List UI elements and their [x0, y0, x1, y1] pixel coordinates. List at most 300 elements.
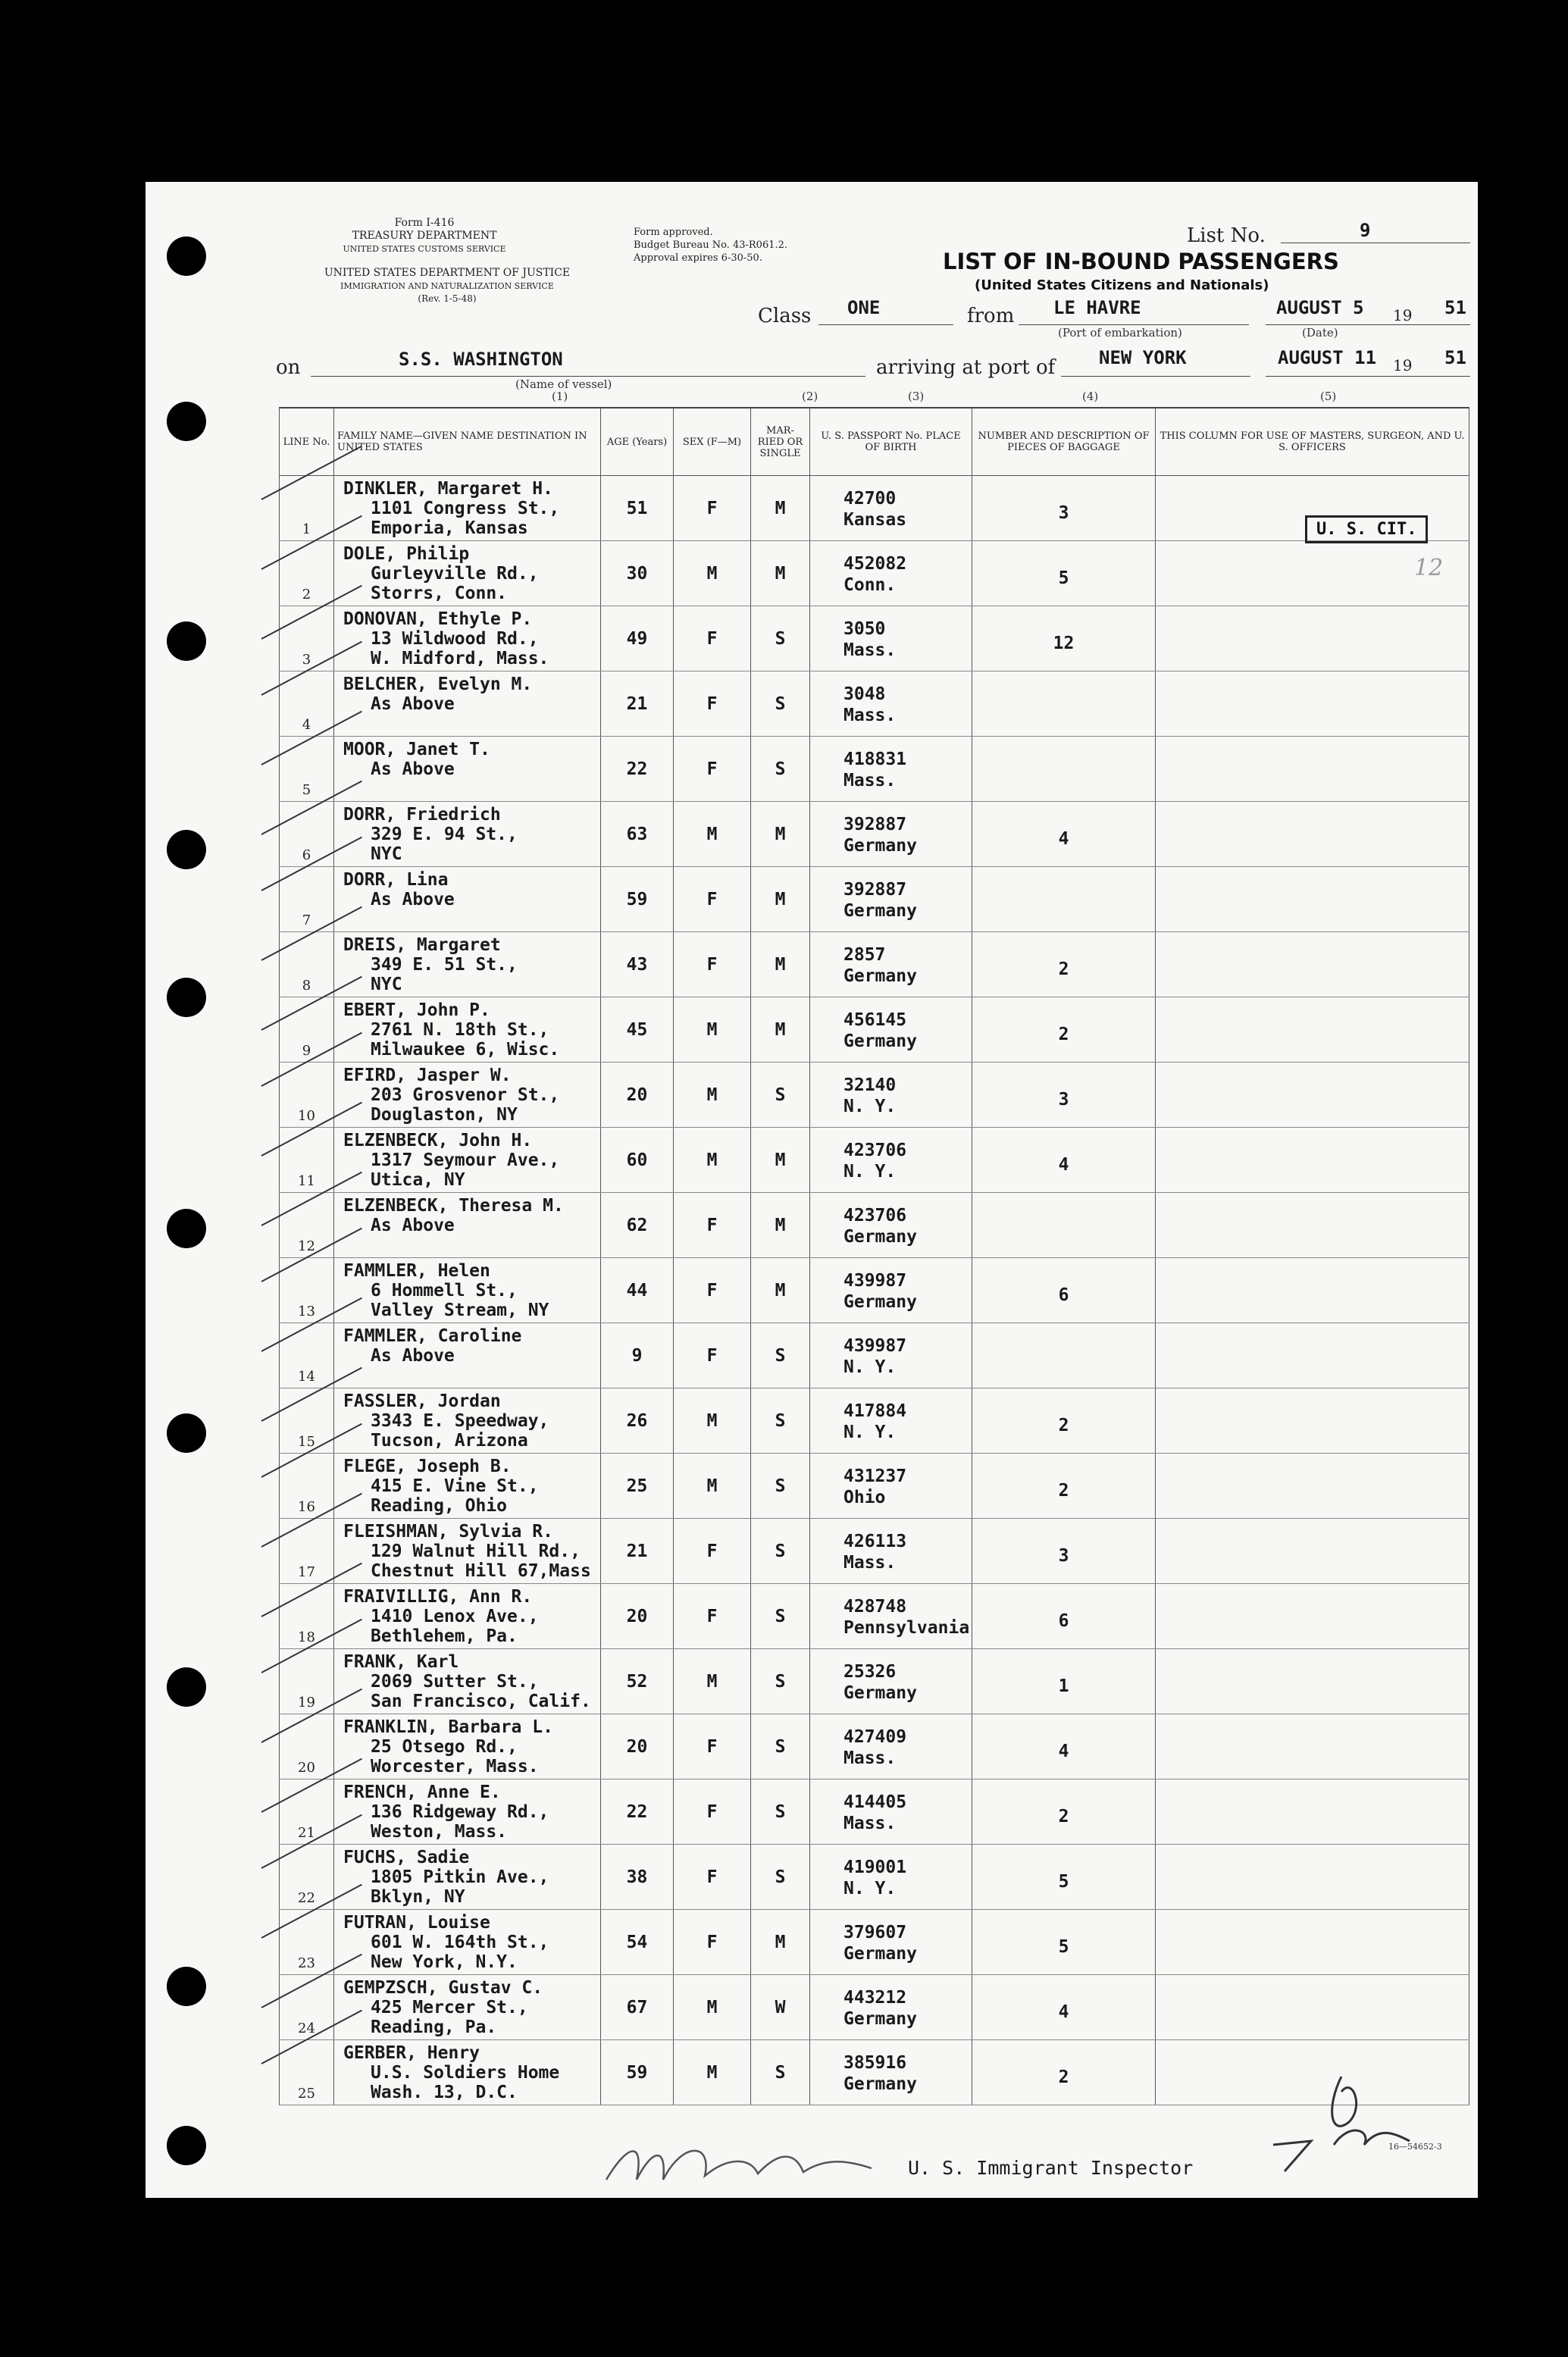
punch-hole — [167, 1209, 206, 1248]
line-number: 24 — [298, 2021, 315, 2036]
class-value: ONE — [847, 297, 881, 318]
age-value: 45 — [626, 1020, 648, 1040]
passport-number: 439987 — [843, 1271, 907, 1291]
marital-value: S — [775, 1085, 786, 1105]
marital-cell — [751, 932, 810, 997]
passport-cell — [810, 1323, 972, 1388]
sex-value: F — [706, 890, 718, 909]
page-title: LIST OF IN-BOUND PASSENGERS — [943, 249, 1339, 274]
place-of-birth: Germany — [843, 1683, 917, 1703]
marital-cell — [751, 1584, 810, 1649]
passport-number: 431237 — [843, 1466, 907, 1486]
sex-cell — [674, 802, 751, 867]
passenger-name: DINKLER, Margaret H. — [343, 479, 553, 499]
line-number: 7 — [302, 912, 311, 928]
marital-value: S — [775, 1672, 786, 1692]
age-cell — [601, 671, 674, 737]
passenger-name: DOLE, Philip — [343, 544, 470, 564]
arriving-line — [1061, 376, 1250, 377]
marital-value: S — [775, 1802, 786, 1822]
age-cell — [601, 1193, 674, 1258]
passenger-name: FUTRAN, Louise — [343, 1913, 490, 1933]
marital-value: S — [775, 1411, 786, 1431]
age-value: 21 — [626, 694, 648, 714]
address-line-1: 136 Ridgeway Rd., — [371, 1802, 549, 1822]
baggage-value: 2 — [1058, 1481, 1069, 1501]
officers-cell — [1156, 1714, 1469, 1779]
address-line-2: Wash. 13, D.C. — [371, 2083, 518, 2102]
sex-value: M — [706, 825, 718, 844]
officers-cell — [1156, 1323, 1469, 1388]
passport-cell — [810, 1128, 972, 1193]
baggage-cell — [972, 737, 1156, 802]
table-row — [280, 541, 1469, 606]
marital-cell — [751, 1388, 810, 1454]
sex-cell — [674, 1519, 751, 1584]
passport-cell — [810, 1584, 972, 1649]
col-header-officers: THIS COLUMN FOR USE OF MASTERS, SURGEON, AND U. S. OFFICERS — [1156, 408, 1469, 476]
age-cell — [601, 476, 674, 541]
sex-cell — [674, 867, 751, 932]
sex-cell — [674, 737, 751, 802]
age-value: 30 — [626, 564, 648, 584]
date2-line — [1266, 376, 1470, 377]
punch-hole — [167, 1413, 206, 1453]
sex-value: F — [706, 1346, 718, 1366]
passport-number: 417884 — [843, 1401, 907, 1421]
name-cell — [334, 1193, 601, 1258]
baggage-value: 5 — [1058, 1937, 1069, 1957]
baggage-cell — [972, 867, 1156, 932]
form-number-block — [333, 217, 515, 255]
line-number: 21 — [298, 1825, 315, 1841]
sex-value: M — [706, 1476, 718, 1496]
baggage-cell — [972, 1910, 1156, 1975]
place-of-birth: Germany — [843, 1227, 917, 1247]
sex-value: M — [706, 1150, 718, 1170]
age-cell — [601, 1975, 674, 2040]
place-of-birth: Pennsylvania — [843, 1618, 970, 1638]
passport-cell — [810, 1258, 972, 1323]
age-value: 54 — [626, 1933, 648, 1952]
place-of-birth: Mass. — [843, 771, 897, 790]
line-number: 8 — [302, 978, 311, 994]
place-of-birth: Germany — [843, 1944, 917, 1964]
col-header-name: FAMILY NAME—GIVEN NAME DESTINATION IN UNITED STATES — [334, 408, 601, 476]
age-value: 49 — [626, 629, 648, 649]
address-line-1: As Above — [371, 759, 455, 779]
table-row — [280, 1975, 1469, 2040]
age-value: 60 — [626, 1150, 648, 1170]
inspector-signature — [599, 2127, 887, 2195]
sex-value: F — [706, 955, 718, 975]
address-line-2: Bethlehem, Pa. — [371, 1626, 518, 1646]
marital-value: M — [775, 564, 786, 584]
place-of-birth: Mass. — [843, 1748, 897, 1768]
table-row — [280, 1845, 1469, 1910]
address-line-1: 415 E. Vine St., — [371, 1476, 539, 1496]
col-caption-3: (3) — [908, 390, 925, 403]
line-number: 11 — [298, 1173, 315, 1189]
baggage-cell — [972, 1584, 1156, 1649]
address-line-2: Weston, Mass. — [371, 1822, 508, 1842]
passenger-name: DORR, Lina — [343, 870, 449, 890]
address-line-1: 425 Mercer St., — [371, 1998, 528, 2017]
marital-value: S — [775, 1737, 786, 1757]
line-number: 19 — [298, 1695, 315, 1711]
name-cell — [334, 1975, 601, 2040]
place-of-birth: Germany — [843, 836, 917, 856]
officers-cell — [1156, 1388, 1469, 1454]
sex-value: F — [706, 1802, 718, 1822]
passenger-name: BELCHER, Evelyn M. — [343, 675, 533, 694]
baggage-value: 1 — [1058, 1676, 1069, 1696]
age-cell — [601, 997, 674, 1063]
sex-value: F — [706, 1737, 718, 1757]
sex-cell — [674, 1649, 751, 1714]
baggage-cell — [972, 802, 1156, 867]
sex-cell — [674, 1454, 751, 1519]
marital-value: S — [775, 1542, 786, 1561]
table-row — [280, 1258, 1469, 1323]
place-of-birth: Conn. — [843, 575, 897, 595]
punch-hole — [167, 1667, 206, 1707]
name-cell — [334, 1649, 601, 1714]
sex-value: F — [706, 1542, 718, 1561]
passport-number: 3048 — [843, 684, 886, 704]
name-cell — [334, 1454, 601, 1519]
marital-cell — [751, 1323, 810, 1388]
marital-value: W — [775, 1998, 786, 2017]
baggage-value: 12 — [1053, 634, 1075, 653]
table-row — [280, 1063, 1469, 1128]
sex-cell — [674, 1193, 751, 1258]
on-label: on — [276, 356, 301, 379]
passport-cell — [810, 1845, 972, 1910]
date-caption: (Date) — [1302, 326, 1338, 340]
name-cell — [334, 541, 601, 606]
passport-cell — [810, 997, 972, 1063]
passport-cell — [810, 1714, 972, 1779]
baggage-value: 4 — [1058, 1155, 1069, 1175]
passenger-name: FAMMLER, Helen — [343, 1261, 490, 1281]
marital-value: S — [775, 759, 786, 779]
sex-cell — [674, 1714, 751, 1779]
baggage-cell — [972, 1258, 1156, 1323]
address-line-2: Valley Stream, NY — [371, 1301, 549, 1320]
passport-cell — [810, 1063, 972, 1128]
name-cell — [334, 476, 601, 541]
address-line-1: Gurleyville Rd., — [371, 564, 539, 584]
age-cell — [601, 802, 674, 867]
address-line-1: 1101 Congress St., — [371, 499, 560, 518]
address-line-1: 13 Wildwood Rd., — [371, 629, 539, 649]
arriving-value: NEW YORK — [1099, 347, 1187, 368]
line-number: 18 — [298, 1629, 315, 1645]
table-row — [280, 1193, 1469, 1258]
vessel-caption: (Name of vessel) — [515, 377, 612, 391]
name-cell — [334, 737, 601, 802]
officers-cell — [1156, 1063, 1469, 1128]
table-row — [280, 997, 1469, 1063]
page-subtitle: (United States Citizens and Nationals) — [975, 277, 1269, 293]
passenger-name: FASSLER, Jordan — [343, 1391, 501, 1411]
passenger-name: GEMPZSCH, Gustav C. — [343, 1978, 543, 1998]
marital-cell — [751, 1454, 810, 1519]
baggage-cell — [972, 1063, 1156, 1128]
passport-number: 392887 — [843, 880, 907, 900]
name-cell — [334, 1128, 601, 1193]
passport-number: 426113 — [843, 1532, 907, 1551]
name-cell — [334, 1063, 601, 1128]
col-header-line: LINE No. — [280, 408, 334, 476]
marital-cell — [751, 997, 810, 1063]
baggage-cell — [972, 1454, 1156, 1519]
age-value: 67 — [626, 1998, 648, 2017]
sex-value: M — [706, 2063, 718, 2083]
place-of-birth: Germany — [843, 1292, 917, 1312]
passport-cell — [810, 737, 972, 802]
passport-number: 456145 — [843, 1010, 907, 1030]
place-of-birth: Mass. — [843, 1814, 897, 1833]
date2-century: 19 — [1393, 356, 1413, 374]
table-row — [280, 932, 1469, 997]
officers-cell — [1156, 671, 1469, 737]
passenger-name: DONOVAN, Ethyle P. — [343, 609, 533, 629]
sex-cell — [674, 541, 751, 606]
sex-value: F — [706, 499, 718, 518]
address-line-1: 1317 Seymour Ave., — [371, 1150, 560, 1170]
place-of-birth: Germany — [843, 2009, 917, 2029]
line-number: 25 — [298, 2086, 315, 2102]
sex-value: F — [706, 1867, 718, 1887]
age-cell — [601, 1779, 674, 1845]
baggage-value: 4 — [1058, 1742, 1069, 1761]
line-number-cell — [280, 1128, 334, 1193]
line-number-cell — [280, 1910, 334, 1975]
passport-number: 423706 — [843, 1206, 907, 1225]
line-number: 2 — [302, 587, 311, 603]
line-number-cell — [280, 737, 334, 802]
address-line-1: 2069 Sutter St., — [371, 1672, 539, 1692]
passport-number: 32140 — [843, 1075, 897, 1095]
passenger-name: ELZENBECK, Theresa M. — [343, 1196, 564, 1216]
baggage-cell — [972, 606, 1156, 671]
line-number-cell — [280, 1258, 334, 1323]
sex-cell — [674, 1258, 751, 1323]
age-value: 38 — [626, 1867, 648, 1887]
table-row — [280, 671, 1469, 737]
address-line-1: 601 W. 164th St., — [371, 1933, 549, 1952]
line-number-cell — [280, 1649, 334, 1714]
address-line-1: 129 Walnut Hill Rd., — [371, 1542, 581, 1561]
sex-cell — [674, 1845, 751, 1910]
place-of-birth: N. Y. — [843, 1423, 897, 1442]
passport-number: 452082 — [843, 554, 907, 574]
sex-value: M — [706, 1085, 718, 1105]
table-row — [280, 1388, 1469, 1454]
marital-value: S — [775, 1346, 786, 1366]
table-row — [280, 1323, 1469, 1388]
officers-cell — [1156, 1910, 1469, 1975]
col-caption-2: (2) — [802, 390, 818, 403]
marital-cell — [751, 1714, 810, 1779]
punch-hole — [167, 402, 206, 441]
address-line-1: As Above — [371, 694, 455, 714]
passport-cell — [810, 932, 972, 997]
place-of-birth: Germany — [843, 2074, 917, 2094]
sex-cell — [674, 1388, 751, 1454]
address-line-2: NYC — [371, 975, 402, 994]
passport-number: 392887 — [843, 815, 907, 834]
age-cell — [601, 1063, 674, 1128]
officers-cell — [1156, 997, 1469, 1063]
passport-number: 439987 — [843, 1336, 907, 1356]
passport-cell — [810, 671, 972, 737]
age-cell — [601, 1388, 674, 1454]
approval-line: Approval expires 6-30-50. — [634, 252, 762, 264]
marital-cell — [751, 1193, 810, 1258]
baggage-cell — [972, 997, 1156, 1063]
address-line-2: Worcester, Mass. — [371, 1757, 539, 1776]
line-number-cell — [280, 2040, 334, 2105]
passenger-name: FUCHS, Sadie — [343, 1848, 470, 1867]
table-row — [280, 867, 1469, 932]
doj-line: IMMIGRATION AND NATURALIZATION SERVICE — [340, 281, 554, 291]
sex-value: M — [706, 564, 718, 584]
officers-cell — [1156, 1975, 1469, 2040]
name-cell — [334, 671, 601, 737]
sex-value: F — [706, 759, 718, 779]
us-citizen-stamp: U. S. CIT. — [1305, 515, 1428, 543]
age-cell — [601, 1845, 674, 1910]
name-cell — [334, 606, 601, 671]
address-line-1: 1410 Lenox Ave., — [371, 1607, 539, 1626]
passport-cell — [810, 1649, 972, 1714]
line-number: 10 — [298, 1108, 315, 1124]
sex-value: M — [706, 1411, 718, 1431]
baggage-value: 2 — [1058, 2067, 1069, 2087]
sex-cell — [674, 1779, 751, 1845]
name-cell — [334, 802, 601, 867]
form-line: TREASURY DEPARTMENT — [352, 230, 497, 242]
age-cell — [601, 1519, 674, 1584]
marital-cell — [751, 1649, 810, 1714]
place-of-birth: Germany — [843, 966, 917, 986]
table-row — [280, 1714, 1469, 1779]
marital-cell — [751, 1975, 810, 2040]
baggage-cell — [972, 1649, 1156, 1714]
line-number: 23 — [298, 1955, 315, 1971]
name-cell — [334, 1910, 601, 1975]
marital-value: S — [775, 629, 786, 649]
marital-value: M — [775, 890, 786, 909]
col-header-baggage: NUMBER AND DESCRIPTION OF PIECES OF BAGGAGE — [972, 408, 1156, 476]
baggage-value: 2 — [1058, 1807, 1069, 1826]
passport-cell — [810, 867, 972, 932]
officers-cell — [1156, 1128, 1469, 1193]
marital-cell — [751, 1258, 810, 1323]
sex-value: M — [706, 1998, 718, 2017]
class-label: Class — [758, 305, 812, 327]
sex-cell — [674, 1323, 751, 1388]
marital-value: M — [775, 1281, 786, 1301]
table-header-row — [280, 408, 1469, 476]
officers-cell — [1156, 1193, 1469, 1258]
class-line — [818, 324, 953, 325]
marital-cell — [751, 671, 810, 737]
age-cell — [601, 867, 674, 932]
sex-value: F — [706, 629, 718, 649]
baggage-cell — [972, 476, 1156, 541]
passport-cell — [810, 2040, 972, 2105]
sex-cell — [674, 997, 751, 1063]
address-line-2: Chestnut Hill 67,Mass — [371, 1561, 591, 1581]
marital-value: S — [775, 1867, 786, 1887]
officers-cell — [1156, 1584, 1469, 1649]
date2-year: 51 — [1444, 347, 1466, 368]
line-number: 14 — [298, 1369, 315, 1385]
port-caption: (Port of embarkation) — [1058, 326, 1182, 340]
age-cell — [601, 1714, 674, 1779]
baggage-value: 4 — [1058, 2002, 1069, 2022]
name-cell — [334, 1258, 601, 1323]
col-header-married: MAR-RIED OR SINGLE — [751, 408, 810, 476]
marital-cell — [751, 2040, 810, 2105]
address-line-2: Bklyn, NY — [371, 1887, 465, 1907]
marital-cell — [751, 1779, 810, 1845]
passenger-name: MOOR, Janet T. — [343, 740, 490, 759]
place-of-birth: Germany — [843, 1031, 917, 1051]
punch-hole — [167, 1967, 206, 2006]
punch-hole — [167, 2126, 206, 2165]
doj-line: UNITED STATES DEPARTMENT OF JUSTICE — [324, 267, 571, 279]
marital-value: S — [775, 1607, 786, 1626]
sex-value: M — [706, 1672, 718, 1692]
list-no-label: List No. — [1187, 224, 1266, 247]
marital-cell — [751, 1519, 810, 1584]
name-cell — [334, 2040, 601, 2105]
passenger-name: FRENCH, Anne E. — [343, 1783, 501, 1802]
sex-cell — [674, 476, 751, 541]
address-line-2: Douglaston, NY — [371, 1105, 518, 1125]
officers-cell — [1156, 1519, 1469, 1584]
baggage-value: 3 — [1058, 1546, 1069, 1566]
age-value: 26 — [626, 1411, 648, 1431]
marital-cell — [751, 737, 810, 802]
table-row — [280, 1779, 1469, 1845]
age-cell — [601, 1584, 674, 1649]
line-number: 6 — [302, 847, 311, 863]
address-line-2: Tucson, Arizona — [371, 1431, 528, 1451]
passport-cell — [810, 1975, 972, 2040]
address-line-2: Reading, Ohio — [371, 1496, 508, 1516]
baggage-value: 6 — [1058, 1285, 1069, 1305]
place-of-birth: N. Y. — [843, 1097, 897, 1116]
address-line-1: 329 E. 94 St., — [371, 825, 518, 844]
list-no-value: 9 — [1360, 220, 1371, 241]
passport-number: 419001 — [843, 1858, 907, 1877]
date1-century: 19 — [1393, 306, 1413, 324]
address-line-1: 6 Hommell St., — [371, 1281, 518, 1301]
passport-cell — [810, 1388, 972, 1454]
baggage-cell — [972, 1975, 1156, 2040]
date1-value: AUGUST 5 — [1276, 297, 1364, 318]
marital-cell — [751, 802, 810, 867]
sex-cell — [674, 606, 751, 671]
from-value: LE HAVRE — [1053, 297, 1141, 318]
baggage-cell — [972, 932, 1156, 997]
